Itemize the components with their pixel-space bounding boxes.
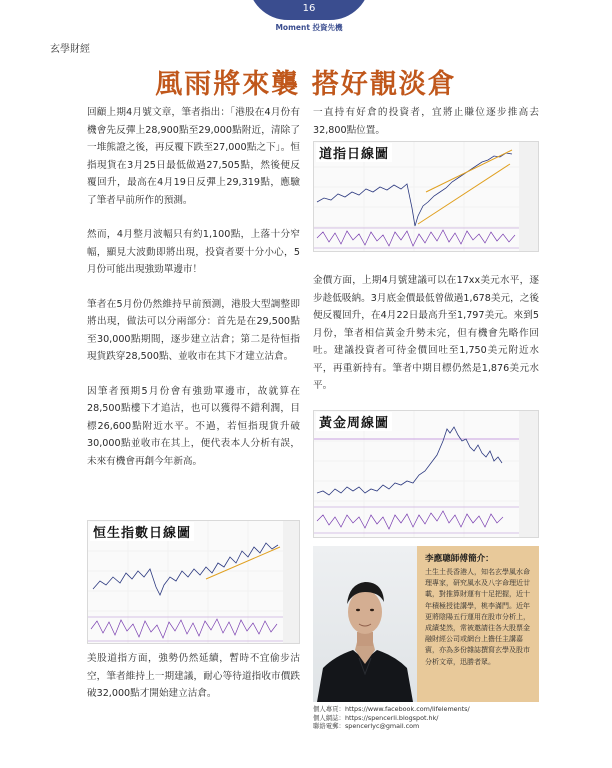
dow-chart-title: 道指日線圖 — [316, 143, 392, 162]
author-bio-text: 土生土長香港人，知名玄學風水命理專家，研究風水及八字命理近廿載，對推算財運有十足把握，近十年積極授徒講學，桃李滿門。近年更將陰陽五行運用在股市分析上，成績斐然，常被邀請往各大股票金融財經公司或網台上擔任主講嘉賓，亦為多份雜誌撰寫玄學及股市分析文章，迅勝者眾。 — [425, 568, 530, 666]
left-bottom-text — [87, 650, 300, 703]
contact-blog-link[interactable]: 個人網誌：https://spencerli.blogspot.hk/ — [313, 713, 439, 722]
paragraph-5: 美股道指方面，強勢仍然延續，暫時不宜偷步沽空，筆者維持上一期建議，耐心等待道指收市價跌破32,000點才開始建立沽倉。 — [87, 653, 300, 699]
paragraph-3: 筆者在5月份仍然維持早前預測，港股大型調整即將出現，做法可以分兩部分：首先是在29,500點至30,000點期間，逐步建立沽倉；第二是待恒指現貨跌穿28,500點、並收市在其下才建立沽倉。 — [87, 298, 300, 362]
left-column — [87, 104, 300, 487]
contact-email-link[interactable]: 聯絡電郵：spencerlyc@gmail.com — [313, 722, 420, 731]
author-bio-title: 李應聰師傅簡介： — [425, 554, 494, 564]
paragraph-1: 回顧上期4月號文章，筆者指出：「港股在4月份有機會先反彈上28,900點至29,000點附近，清除了一堆熊證之後，再反覆下跌至27,000點之下」。恒指現貨在3月25日最低做過27,505點，然後便反覆回升，最高在4月19日反彈上29,319點，應驗了筆者早前所作的預測。 — [87, 107, 300, 206]
section-label: 玄學財經 — [50, 44, 90, 55]
gold-chart-title: 黃金周線圖 — [316, 412, 392, 431]
magazine-name: Moment 投資先機 — [275, 23, 343, 32]
right-column-middle — [313, 272, 539, 395]
paragraph-2: 然而，4月整月波幅只有約1,100點，上落十分窄幅，顯見大波動即將出現，投資者要十分小心，5月份可能出現強勁單邊市！ — [87, 229, 300, 275]
paragraph-4: 因筆者預期5月份會有強勁單邊市，故就算在28,500點樓下才追沽，也可以獲得不錯利潤，目標26,600點附近水平。不過，若恒指現貨升破30,000點並收市在其上，便代表本人分析有誤，未來有機會再創今年新高。 — [87, 385, 300, 467]
page-number: 16 — [302, 3, 316, 14]
contact-facebook-link[interactable]: 個人專頁：https://www.facebook.com/lifelements/ — [313, 705, 470, 713]
author-bio — [417, 546, 539, 702]
right-column-top — [313, 104, 539, 139]
hsi-chart-title: 恒生指數日線圖 — [90, 522, 194, 541]
paragraph-6: 一直持有好倉的投資者，宜將止賺位逐步推高去32,800點位置。 — [313, 107, 539, 136]
paragraph-7: 金價方面，上期4月號建議可以在17xx美元水平，逐步趁低吸納。3月底金價最低曾做過1,678美元，之後便反覆回升，在4月22日最高升至1,797美元。來到5月份，筆者相信黃金升勢未完，但有機會先略作回吐。建議投資者可待金價回吐至1,750美元附近水平，再重新持有。筆者中期目標仍然是1,876美元水平。 — [313, 275, 539, 391]
page-title: 風雨將來襲 搭好靚淡倉 — [155, 69, 457, 100]
author-contact — [313, 705, 470, 731]
author-photo — [313, 546, 417, 702]
author-portrait-graphic — [313, 546, 417, 702]
